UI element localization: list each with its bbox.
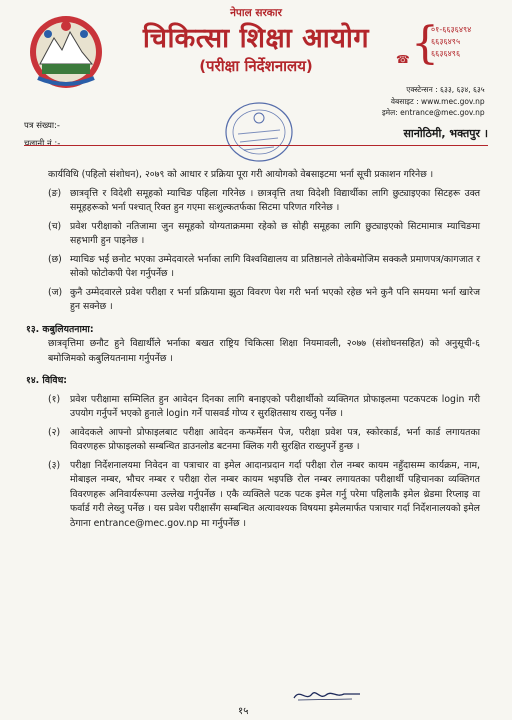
- website-line: वेबसाइट : www.mec.gov.np: [390, 96, 485, 106]
- phone-number: ६६३६४९६: [431, 49, 461, 58]
- item-number: (ङ): [48, 187, 62, 199]
- phone-icon: ☎: [396, 53, 410, 66]
- item-number: (१): [48, 393, 61, 405]
- organization-subtitle: (परीक्षा निर्देशनालय): [199, 57, 313, 75]
- phone-numbers: [431, 24, 471, 60]
- list-item: [48, 426, 480, 455]
- section-13-heading: १३. कबुलियतनामा:: [26, 323, 94, 335]
- letter-number-label: पत्र संख्या:-: [24, 121, 61, 131]
- item-number: (च): [48, 220, 62, 232]
- header-divider: [24, 145, 488, 146]
- extension-line: एक्स्टेन्सन : ६३३, ६३४, ६३५: [406, 85, 485, 94]
- signature: [292, 686, 362, 704]
- section-14-heading: १४. विविध:: [26, 375, 68, 386]
- item-text: म्याचिङ भई छनोट भएका उम्मेदवारले भर्नाका लागि विश्वविद्यालय वा प्रतिष्ठानले तोकेबमोजिम सक्कलै प्रमाणपत्र/कागजात र सोको फोटोकपी पेश गर्नुपर्नेछ ।: [70, 253, 480, 279]
- intro-paragraph: कार्यविधि (पहिलो संशोधन), २०७९ को आधार र प्रक्रिया पूरा गरी आयोगको वेबसाइटमा भर्ना सूची प्रकाशन गरिनेछ ।: [48, 169, 434, 180]
- item-text: परीक्षा निर्देशनालयमा निवेदन वा पत्राचार वा इमेल आदानप्रदान गर्दा परीक्षा रोल नम्बर कायम नहुँदासम्म कार्यक्रम, नाम, मोबाइल नम्बर, भौचर नम्बर र परीक्षा रोल नम्बर कायम भइपछि रोल नम्बर लगायतका परीक्षार्थी पहिचानका व्यक्तिगत विवरणहरू अनिवार्यरूपमा उल्लेख गर्नुपर्नेछ । एकै व्यक्तिले पटक पटक इमेल गर्नु परेमा पहिलाकै इमेल थ्रेडमा रिप्लाइ वा फर्वार्ड गरी लेख्नु पर्नेछ । यस प्रवेश परीक्षासँग सम्बन्धित अत्यावश्यक विषयमा इमेलमार्फत पत्राचार गर्दा निर्देशनालयको इमेल ठेगाना entrance@mec.gov.np मा गर्नुपर्नेछ ।: [70, 459, 480, 529]
- list-item: [48, 459, 480, 532]
- item-text: कुनै उम्मेदवारले प्रवेश परीक्षा र भर्ना प्रक्रियामा झुठा विवरण पेश गरी भर्ना भएको रहेछ भने कुनै पनि समयमा भर्ना खारेज हुन सक्नेछ ।: [70, 286, 480, 312]
- list-item: [48, 220, 480, 249]
- phone-number: ०१-६६३६४९४: [431, 25, 472, 34]
- document-body: [26, 168, 480, 531]
- list-item: [48, 187, 480, 216]
- item-text: प्रवेश परीक्षाको नतिजामा जुन समूहको योग्यताक्रममा रहेको छ सोही समूहका लागि छुट्याइएको सिटमामात्र म्याचिङमा सहभागी हुन पाइनेछ ।: [70, 220, 480, 246]
- item-number: (३): [48, 459, 61, 471]
- section-13-text: छात्रवृत्तिमा छनौट हुने विद्यार्थीले भर्नाका बखत राष्ट्रिय चिकित्सा शिक्षा नियमावली, २०७७ (संशोधनसहित) को अनुसूची-६ बमोजिमको कबुलियतनामा गर्नुपर्नेछ ।: [48, 338, 480, 364]
- item-number: (ज): [48, 286, 63, 298]
- item-number: (छ): [48, 253, 62, 265]
- item-text: छात्रवृत्ति र विदेशी समूहको म्याचिङ पहिला गरिनेछ । छात्रवृत्ति तथा विदेशी विद्यार्थीका लागि छुट्याइएका सिटहरू उक्त समूहहरूको भर्ना पश्चात् रिक्त हुन गएमा सःशुल्कतर्फका सिटमा परिणत गरिनेछ ।: [70, 187, 480, 213]
- list-item: [48, 253, 480, 282]
- dispatch-number-label: चलानी नं :-: [24, 139, 61, 149]
- contact-info: [382, 84, 485, 119]
- brace-decoration: {: [411, 18, 439, 69]
- office-location: सानोठिमी, भक्तपुर ।: [403, 127, 488, 140]
- organization-title: चिकित्सा शिक्षा आयोग: [142, 23, 370, 54]
- reference-block: [24, 117, 60, 153]
- phone-number: ६६३६४९५: [431, 37, 461, 46]
- email-line: इमेल: entrance@mec.gov.np: [382, 108, 485, 117]
- list-item: [48, 286, 480, 315]
- page-number: १५: [238, 706, 249, 717]
- item-number: (२): [48, 426, 61, 438]
- item-text: प्रवेश परीक्षामा सम्मिलित हुन आवेदन दिनका लागि बनाइएको परीक्षार्थीको व्यक्तिगत प्रोफाइलमा पटकपटक login गरी उपयोग गर्नुपर्ने भएको हुनाले login गर्ने पासवर्ड गोप्य र सुरक्षितसाथ राख्नु पर्नेछ ।: [70, 393, 480, 419]
- official-stamp: [224, 100, 294, 164]
- list-item: [48, 393, 480, 422]
- government-label: नेपाल सरकार: [230, 7, 282, 19]
- item-text: आवेदकले आफ्नो प्रोफाइलबाट परीक्षा आवेदन कन्फर्मेसन पेज, परीक्षा प्रवेश पत्र, स्कोरकार्ड, भर्ना कार्ड लगायतका विवरणहरू प्रोफाइलको सम्बन्धित डाउनलोड बटनमा क्लिक गरी सुरक्षित राख्नुपर्ने हुन्छ ।: [70, 426, 480, 452]
